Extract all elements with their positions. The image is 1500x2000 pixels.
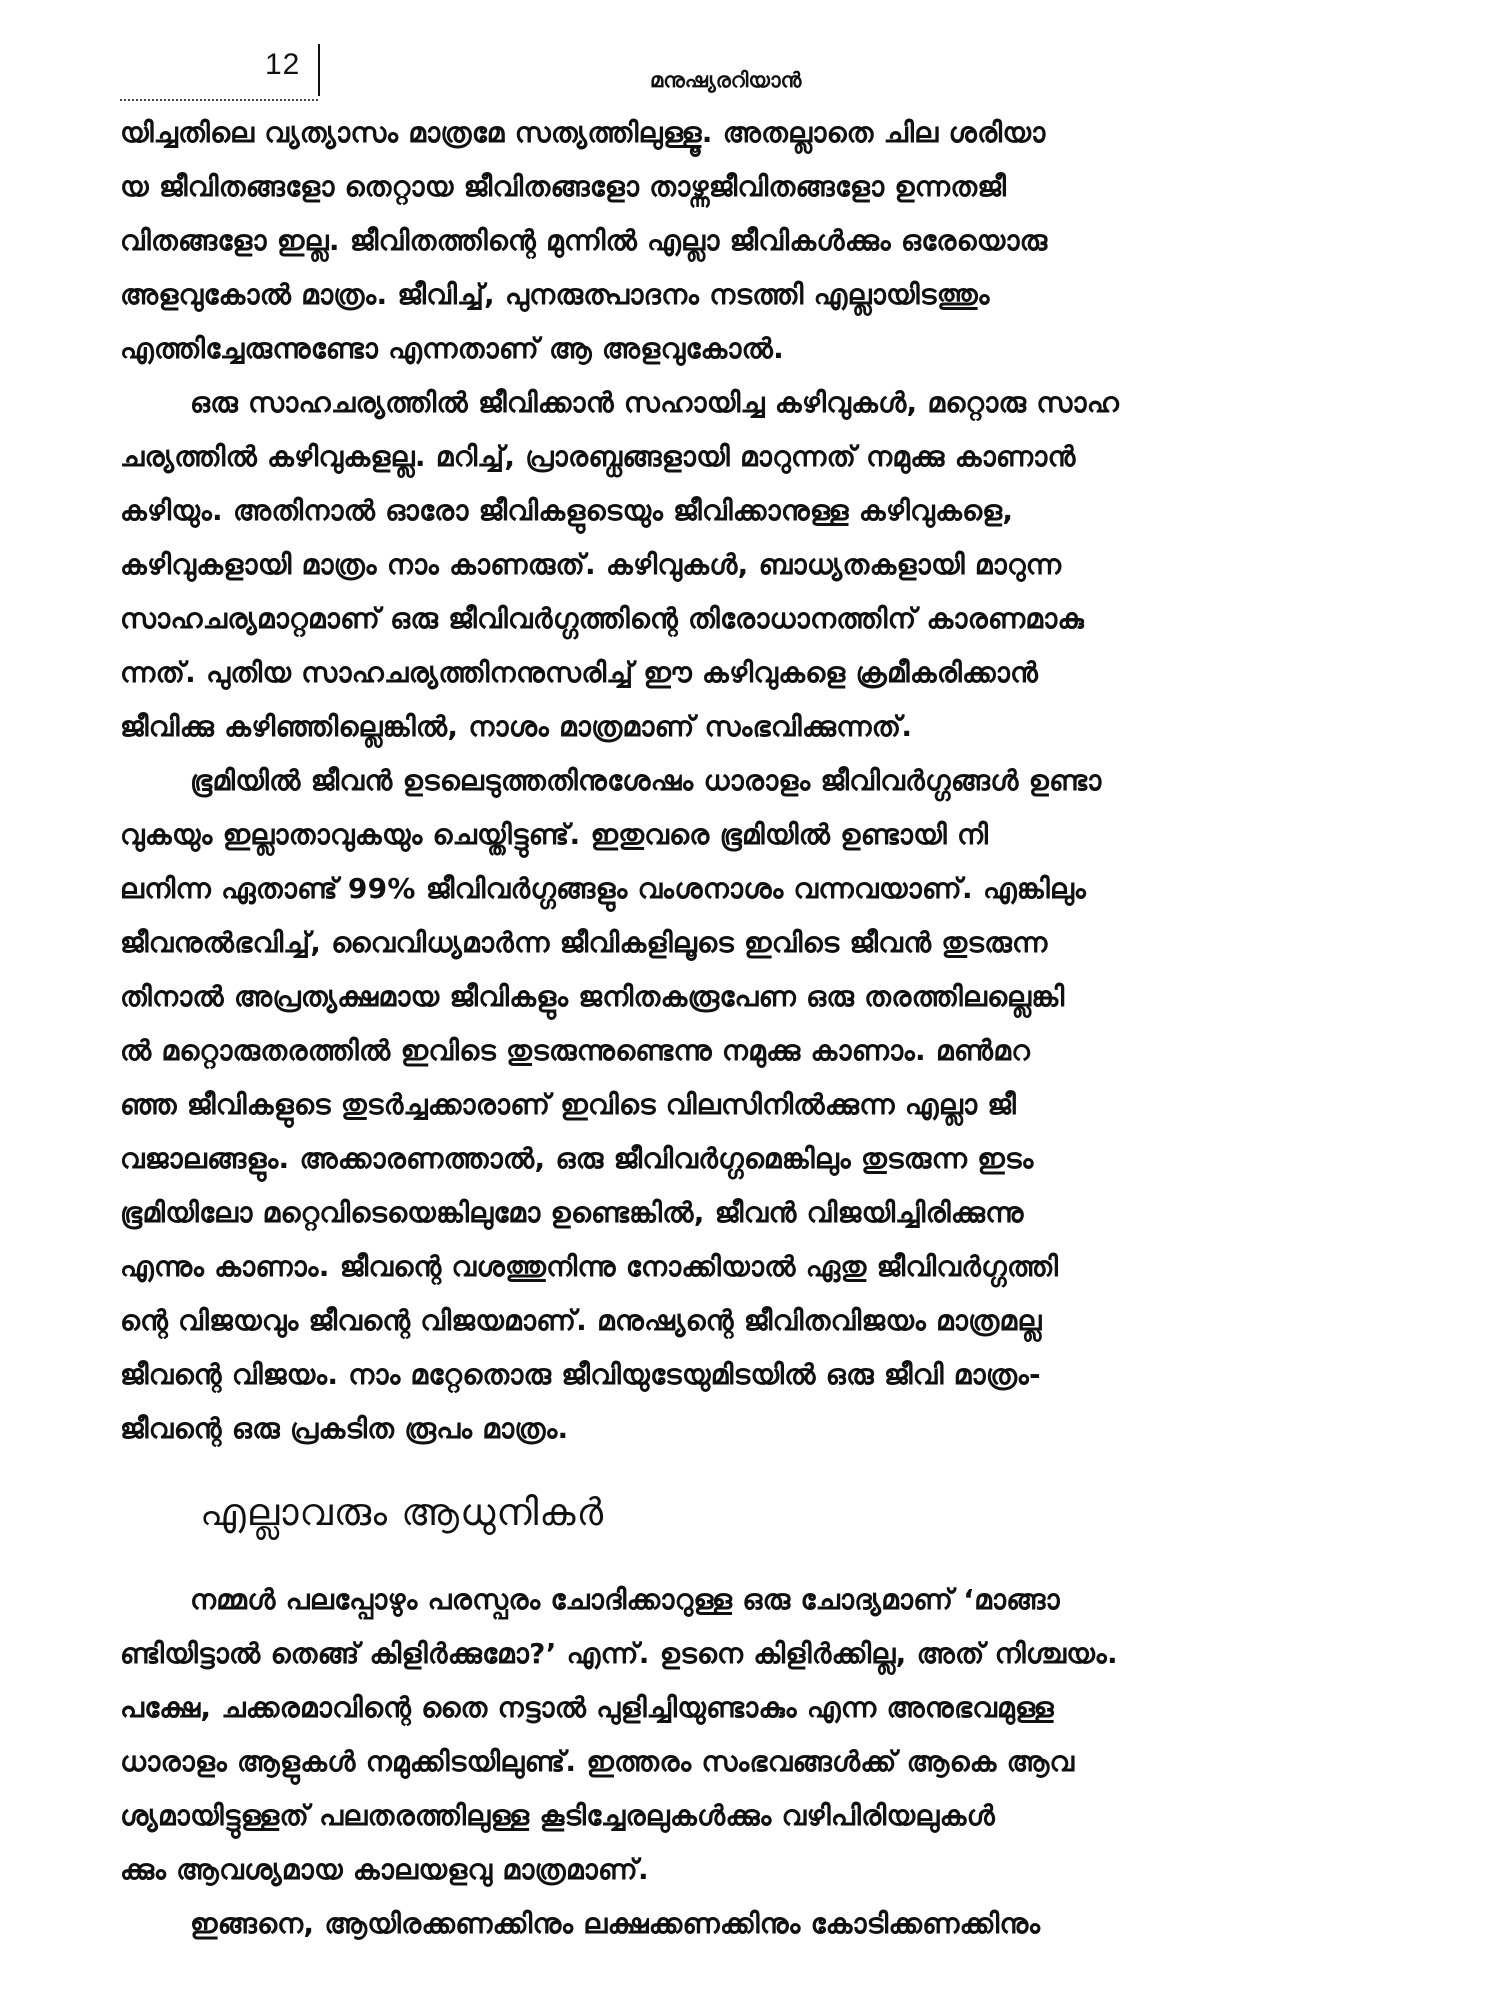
text-line: വുകയും ഇല്ലാതാവുകയും ചെയ്തിട്ടുണ്ട്. ഇതുവരെ ഭൂമിയിൽ ഉണ്ടായി നി xyxy=(120,818,989,851)
text-line: ഒരു സാഹചര്യത്തിൽ ജീവിക്കാൻ സഹായിച്ച കഴിവുകൾ, മറ്റൊരു സാഹ xyxy=(190,386,1120,419)
text-line: ജീവന്റെ വിജയം. നാം മറ്റേതൊരു ജീവിയുടേയുമിടയിൽ ഒരു ജീവി മാത്രം- xyxy=(120,1358,1041,1391)
text-line: ണ്ടിയിട്ടാൽ തെങ്ങ് കിളിർക്കുമോ?’ എന്ന്. ഉടനെ കിളിർക്കില്ല, അത് നിശ്ചയം. xyxy=(120,1637,1118,1670)
text-line: ഇങ്ങനെ, ആയിരക്കണക്കിനും ലക്ഷക്കണക്കിനും കോടിക്കണക്കിനും xyxy=(190,1907,1041,1940)
text-line: യ ജീവിതങ്ങളോ തെറ്റായ ജീവിതങ്ങളോ താഴ്ന്നജീവിതങ്ങളോ ഉന്നതജീ xyxy=(120,170,1007,203)
text-line: ലനിന്ന ഏതാണ്ട് 99% ജീവിവർഗ്ഗങ്ങളും വംശനാശം വന്നവയാണ്. എങ്കിലും xyxy=(120,872,1087,905)
text-line: ൽ മറ്റൊരുതരത്തിൽ ഇവിടെ തുടരുന്നുണ്ടെന്നു നമുക്കു കാണാം. മൺമറ xyxy=(120,1034,1031,1067)
text-line: കഴിവുകളായി മാത്രം നാം കാണരുത്. കഴിവുകൾ, ബാധ്യതകളായി മാറുന്ന xyxy=(120,548,1062,581)
text-line: അളവുകോൽ മാത്രം. ജീവിച്ച്, പുനരുത്പാദനം നടത്തി എല്ലായിടത്തും xyxy=(120,278,990,311)
text-line: ചര്യത്തിൽ കഴിവുകളല്ല. മറിച്ച്, പ്രാരബ്ധങ്ങളായി മാറുന്നത് നമുക്കു കാണാൻ xyxy=(120,440,1076,473)
header-rule-vertical xyxy=(318,44,320,96)
text-line: ഭൂമിയിൽ ജീവൻ ഉടലെടുത്തതിനുശേഷം ധാരാളം ജീവിവർഗ്ഗങ്ങൾ ഉണ്ടാ xyxy=(190,764,1102,797)
text-line: ന്നത്. പുതിയ സാഹചര്യത്തിനനുസരിച്ച് ഈ കഴിവുകളെ ക്രമീകരിക്കാൻ xyxy=(120,656,1039,689)
text-line: യിച്ചതിലെ വ്യത്യാസം മാത്രമേ സത്യത്തിലുള്ളൂ. അതല്ലാതെ ചില ശരിയാ xyxy=(120,116,1046,149)
text-line: ശ്യമായിട്ടുള്ളത് പലതരത്തിലുള്ള കൂടിച്ചേരലുകൾക്കും വഴിപിരിയലുകൾ xyxy=(120,1799,996,1832)
header-rule-dotted xyxy=(120,99,318,101)
text-line: നമ്മൾ പലപ്പോഴും പരസ്പരം ചോദിക്കാറുള്ള ഒരു ചോദ്യമാണ് ‘മാങ്ങാ xyxy=(190,1583,1060,1616)
text-line: ഭൂമിയിലോ മറ്റെവിടെയെങ്കിലുമോ ഉണ്ടെങ്കിൽ, ജീവൻ വിജയിച്ചിരിക്കുന്നു xyxy=(120,1196,1024,1229)
text-line: സാഹചര്യമാറ്റമാണ് ഒരു ജീവിവർഗ്ഗത്തിന്റെ തിരോധാനത്തിന് കാരണമാകു xyxy=(120,602,1085,635)
text-line: തിനാൽ അപ്രത്യക്ഷമായ ജീവികളും ജനിതകരൂപേണ ഒരു തരത്തിലല്ലെങ്കി xyxy=(120,980,1065,1013)
text-line: ന്റെ വിജയവും ജീവന്റെ വിജയമാണ്. മനുഷ്യന്റെ ജീവിതവിജയം മാത്രമല്ല xyxy=(120,1304,1042,1337)
page-number: 12 xyxy=(265,48,301,81)
text-line: ജീവനുൽഭവിച്ച്, വൈവിധ്യമാർന്ന ജീവികളിലൂടെ ഇവിടെ ജീവൻ തുടരുന്ന xyxy=(120,926,1048,959)
text-line: വജാലങ്ങളും. അക്കാരണത്താൽ, ഒരു ജീവിവർഗ്ഗമെങ്കിലും തുടരുന്ന ഇടം xyxy=(120,1142,1034,1175)
text-line: എത്തിച്ചേരുന്നുണ്ടോ എന്നതാണ് ആ അളവുകോൽ. xyxy=(120,332,785,365)
text-line: ധാരാളം ആളുകൾ നമുക്കിടയിലുണ്ട്. ഇത്തരം സംഭവങ്ങൾക്ക് ആകെ ആവ xyxy=(120,1745,1075,1778)
text-line: വിതങ്ങളോ ഇല്ല. ജീവിതത്തിന്റെ മുന്നിൽ എല്ലാ ജീവികൾക്കും ഒരേയൊരു xyxy=(120,224,1048,257)
text-line: ജീവന്റെ ഒരു പ്രകടിത രൂപം മാത്രം. xyxy=(120,1412,569,1445)
section-heading: എല്ലാവരും ആധുനികർ xyxy=(200,1490,605,1534)
text-line: ജീവിക്കു കഴിഞ്ഞില്ലെങ്കിൽ, നാശം മാത്രമാണ് സംഭവിക്കുന്നത്. xyxy=(120,710,913,743)
text-line: ക്കും ആവശ്യമായ കാലയളവു മാത്രമാണ്. xyxy=(120,1853,649,1886)
text-line: എന്നും കാണാം. ജീവന്റെ വശത്തുനിന്നു നോക്കിയാൽ ഏതു ജീവിവർഗ്ഗത്തി xyxy=(120,1250,1059,1283)
text-line: പക്ഷേ, ചക്കരമാവിന്റെ തൈ നട്ടാൽ പുളിച്ചിയുണ്ടാകും എന്ന അനുഭവമുള്ള xyxy=(120,1691,1054,1724)
running-header: മനുഷ്യരറിയാൻ xyxy=(650,68,802,92)
text-line: കഴിയും. അതിനാൽ ഓരോ ജീവികളുടെയും ജീവിക്കാനുള്ള കഴിവുകളെ, xyxy=(120,494,1014,527)
text-line: ഞ്ഞ ജീവികളുടെ തുടർച്ചക്കാരാണ് ഇവിടെ വിലസിനിൽക്കുന്ന എല്ലാ ജീ xyxy=(120,1088,1017,1121)
